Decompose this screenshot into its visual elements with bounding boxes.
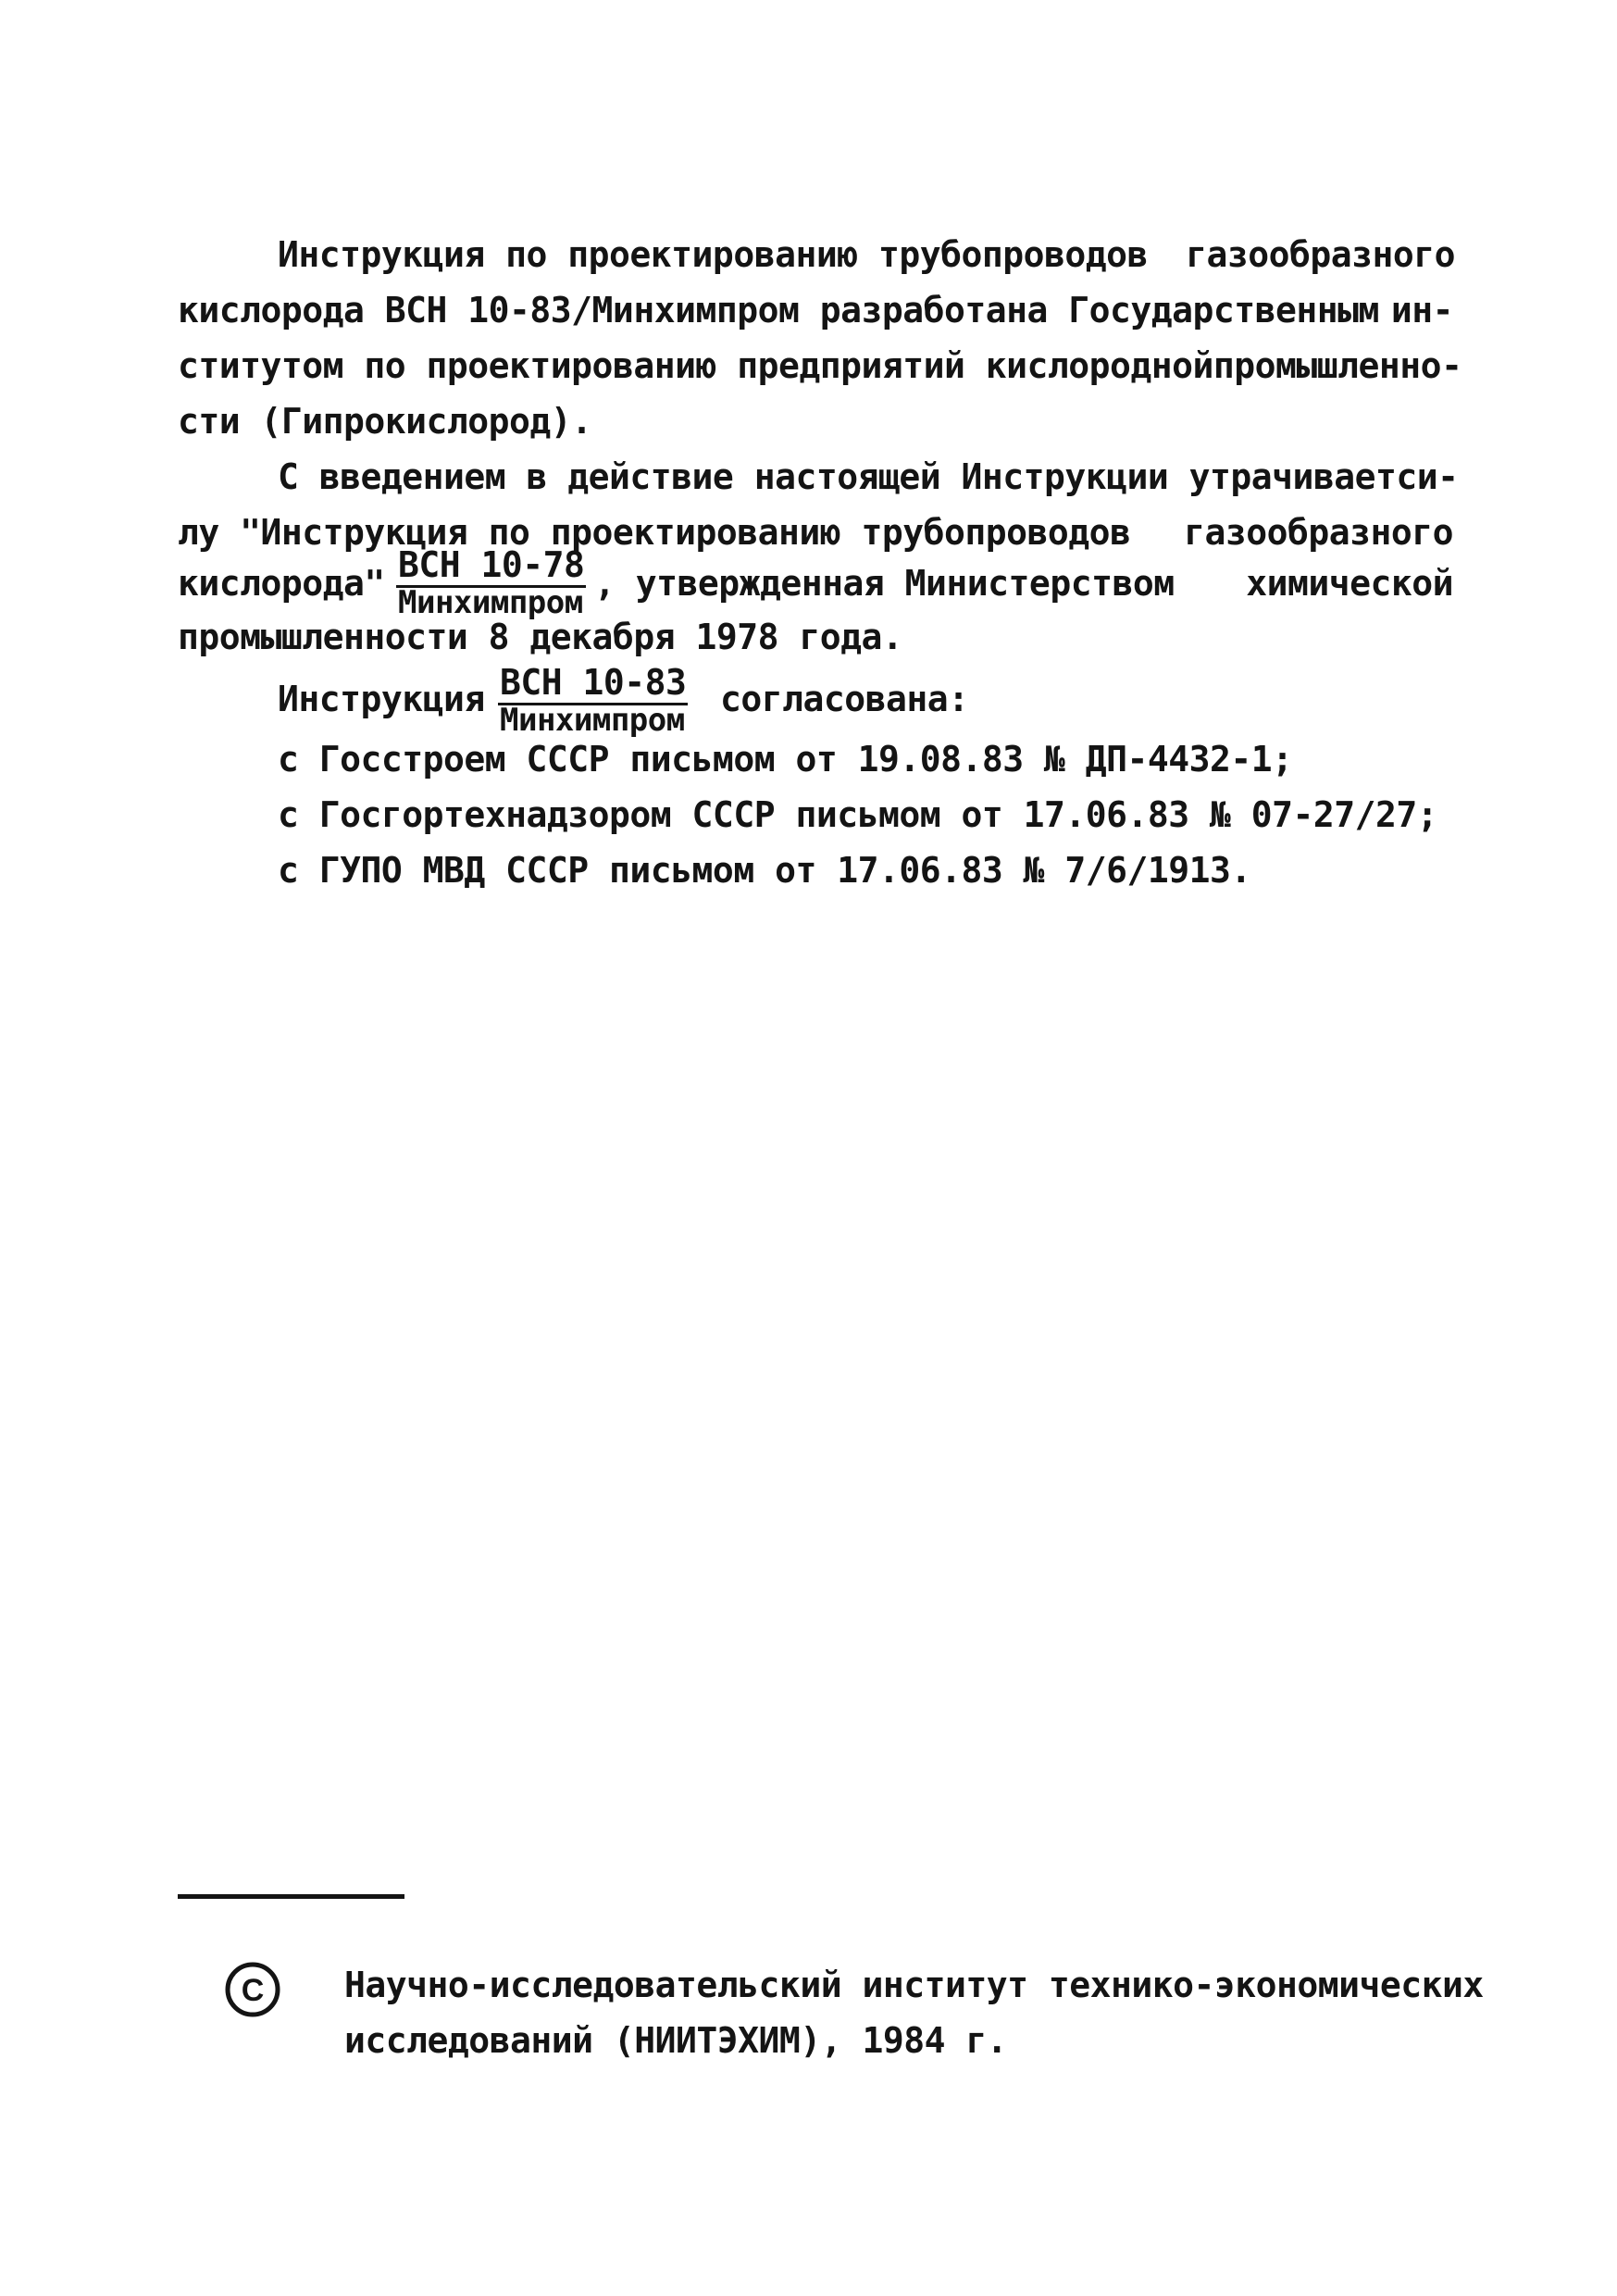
fraction-denominator: Минхимпром (398, 584, 583, 621)
line-3-prefix: кислорода" (178, 563, 385, 604)
vsn-10-78-fraction (396, 544, 586, 621)
approval-item-1: с Госстроем СССР письмом от 19.08.83 № ДП-4432-1; (278, 739, 1293, 780)
fraction-numerator: ВСН 10-83 (498, 662, 688, 705)
paragraph-1-line-3: ститутом по проектированию предприятий кислородной промышленно- (178, 345, 1462, 386)
copyright-icon (224, 1961, 281, 2018)
paragraph-2-line-1: С введением в действие настоящей Инструкции утрачивает си- (278, 456, 1459, 497)
line-3-end: химической (1246, 563, 1453, 604)
approval-item-2: с Госгортехнадзором СССР письмом от 17.06.83 № 07-27/27; (278, 794, 1438, 835)
approval-item-3: с ГУПО МВД СССР письмом от 17.06.83 № 7/6/1913. (278, 850, 1251, 891)
paragraph-1-line-1: Инструкция по проектированию трубопроводов газообразного (278, 234, 1455, 275)
fraction-denominator: Минхимпром (500, 702, 685, 739)
paragraph-2-line-4: промышленности 8 декабря 1978 года. (178, 617, 903, 657)
approval-prefix: Инструкция (278, 679, 485, 719)
line-3-middle: , утвержденная Министерством (594, 563, 1175, 604)
vsn-10-83-fraction (498, 662, 688, 739)
publisher-line-2: исследований (НИИТЭХИМ), 1984 г. (344, 2020, 1008, 2061)
paragraph-1-line-2: кислорода ВСН 10-83/Минхимпром разработана Государственным ин- (178, 290, 1453, 331)
publisher-line-1: Научно-исследовательский институт технико-экономических (344, 1965, 1484, 2005)
approval-suffix: согласована: (720, 679, 969, 719)
paragraph-2-line-2: лу "Инструкция по проектированию трубопроводов газообразного (178, 512, 1453, 553)
fraction-numerator: ВСН 10-78 (396, 544, 586, 588)
footnote-separator (178, 1894, 404, 1899)
svg-text:C: C (241, 1973, 265, 2008)
paragraph-1-line-4: сти (Гипрокислород). (178, 401, 592, 442)
